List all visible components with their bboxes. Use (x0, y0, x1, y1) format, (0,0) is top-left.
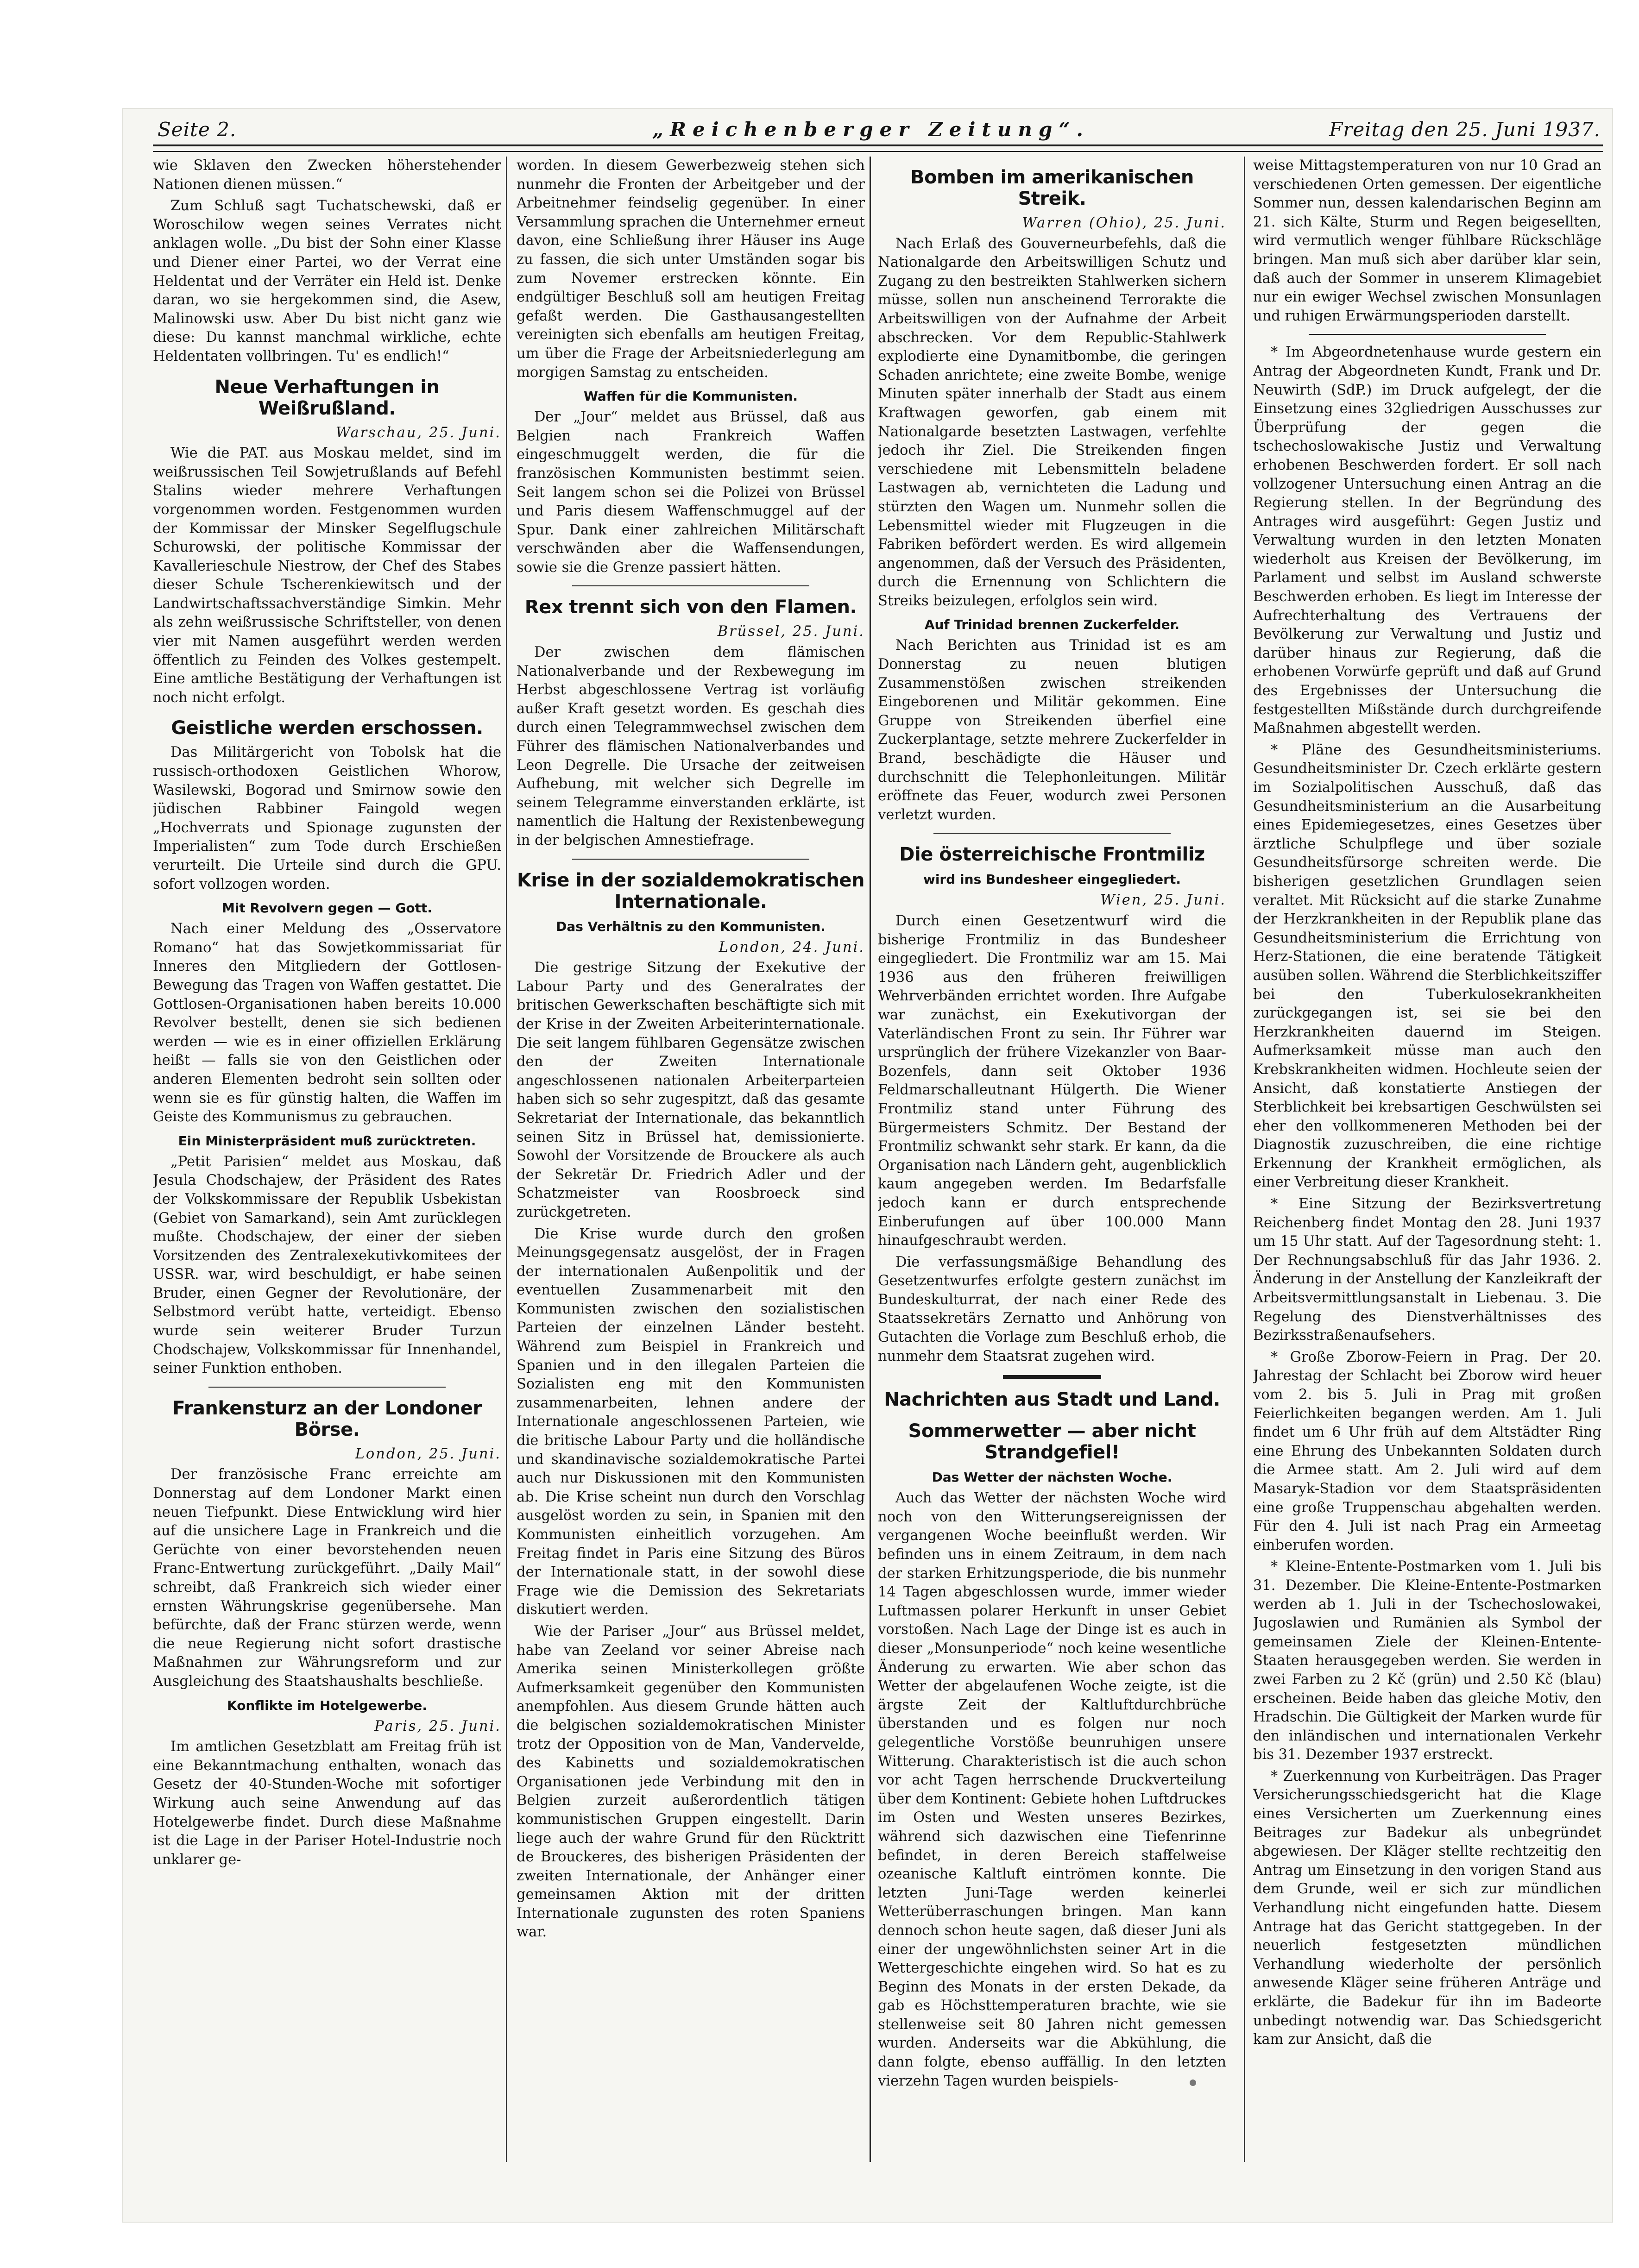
dateline: London, 25. Juni. (355, 1445, 501, 1462)
paragraph: Der „Jour“ meldet aus Brüssel, daß aus Belgien nach Frankreich Waffen eingeschmuggelt werden, die für die französischen Kommunisten bestimmt seien. Seit langem schon sei die Polizei von Brüssel und Paris diesem Waffenschmuggel auf der Spur. Dank einer zahlreichen Militärschaft verschwänden aber die Waffensendungen, sowie sie die Grenze passiert hätten. (517, 409, 865, 576)
paragraph: Zum Schluß sagt Tuchatschewski, daß er Woroschilow wegen seines Verrates nicht anklagen wolle. „Du bist der Sohn einer Klasse und Diener einer Partei, wo der Verrat eine Heldentat und der Verräter ein Held ist. Denke daran, wo sie hergekommen sind, die Asew, Malinowski usw. Aber Du bist nicht ganz wie diese: Du kannst manchmal wirkliche, echte Heldentaten vollbringen. Tu' es endlich!“ (153, 198, 501, 364)
column-4 (1253, 157, 1601, 2162)
paragraph: Durch einen Gesetzentwurf wird die bisherige Frontmiliz in das Bundesheer eingegliedert. Die Frontmiliz war am 15. Mai 1936 aus den früheren freiwilligen Wehrverbänden errichtet worden. Ihre Aufgabe war zunächst, ein Exekutivorgan der Vaterländischen Front zu sein. Ihr Führer war ursprünglich der frühere Vizekanzler von Baar-Bozenfels, dann seit Oktober 1936 Feldmarschalleutnant Hülgerth. Die Wiener Frontmiliz stand unter Führung des Bürgermeisters Schmitz. Der Bestand der Frontmiliz schwankt sehr stark. Er kann, da die Organisation nach Ländern geht, augenblicklich kaum angegeben werden. Im Bedarfsfalle jedoch kann er durch entsprechende Einberufungen auf über 100.000 Mann hinaufgeschraubt werden. (878, 913, 1226, 1249)
paragraph: Wie die PAT. aus Moskau meldet, sind im weißrussischen Teil Sowjetrußlands auf Befehl Stalins wieder mehrere Verhaftungen vorgenommen worden. Festgenommen wurden der Kommissar der Minsker Segelflugschule Schurowski, der politische Kommissar der Kavallerieschule Niestrow, der Chef des Stabes dieser Schule Tscherenkiewitsch und der Landwirtschaftssachverständige Simkin. Mehr als zehn weißrussische Schriftsteller, von denen vier mit Namen ausgeführt werden werden öffentlich zu Feinden des Volkes gestempelt. Eine amtliche Bestätigung der Verhaftungen ist noch nicht erfolgt. (153, 445, 501, 706)
section-rule-thick (1003, 1375, 1101, 1379)
column-3 (878, 157, 1226, 2162)
paragraph: * Kleine-Entente-Postmarken vom 1. Juli bis 31. Dezember. Die Kleine-Entente-Postmarken werden ab 1. Juli in der Tschechoslowakei, Jugoslawien und Rumänien als Symbol der gemeinsamen Ziele der Kleinen-Entente-Staaten herausgegeben werden. Sie werden in zwei Farben zu 2 Kč (grün) und 2.50 Kč (blau) erscheinen. Beide haben das gleiche Motiv, den Hradschin. Die Gültigkeit der Marken wurde für den inländischen und internationalen Verkehr bis 31. Dezember 1937 erstreckt. (1253, 1558, 1601, 1763)
paragraph: „Petit Parisien“ meldet aus Moskau, daß Jesula Chodschajew, der Präsident des Rates der Volkskommissare der Republik Usbekistan (Gebiet von Samarkand), sein Amt zurücklegen mußte. Chodschajew, der einer der sieben Vorsitzenden des Zentralexekutivkomitees der USSR. war, wird beschuldigt, er habe seinen Bruder, einen Gegner der Revolutionäre, der Selbstmord verübt hatte, verteidigt. Ebenso wurde sein weiterer Bruder Turzun Chodschajew, Volkskommissar für Innenhandel, seiner Funktion enthoben. (153, 1153, 501, 1377)
paragraph: * Zuerkennung von Kurbeiträgen. Das Prager Versicherungsschiedsgericht hat die Klage eines Versicherten um Zuerkennung eines Beitrages zur Badekur als unbegründet abgewiesen. Der Kläger stellte rechtzeitig den Antrag um Einsetzung in den vorigen Stand aus dem Grunde, weil er sich zur mündlichen Verhandlung nicht eingefunden hatte. Diesem Antrage hat das Gericht stattgegeben. In der neuerlich festgesetzten mündlichen Verhandlung wiederholte der persönlich anwesende Kläger seine früheren Anträge und erklärte, die Badekur für ihn im Badeorte unbedingt notwendig war. Das Schiedsgericht kam zur Ansicht, daß die (1253, 1768, 1601, 2048)
dateline: Warren (Ohio), 25. Juni. (1022, 215, 1226, 231)
dateline: Wien, 25. Juni. (1100, 892, 1226, 909)
dateline: Paris, 25. Juni. (374, 1718, 501, 1734)
section-rule (208, 1387, 446, 1388)
paragraph: Die gestrige Sitzung der Exekutive der Labour Party und des Generalrates der britischen Gewerkschaften beschäftigte sich mit der Krise in der Zweiten Arbeiterinternationale. Die seit langem fühlbaren Gegensätze zwischen den der Zweiten Internationale angeschlossenen nationalen Arbeiterparteien haben sich so sehr zugespitzt, daß das gesamte Sekretariat der Internationale, das bekanntlich seinen Sitz in Brüssel hat, demissionierte. Sowohl der Vorsitzende de Brouckere als auch der Sekretär Dr. Friedrich Adler und der Schatzmeister van Roosbroeck sind zurückgetreten. (517, 960, 865, 1220)
paragraph: Der zwischen dem flämischen Nationalverbande und der Rexbewegung im Herbst abgeschlossene Vertrag ist vorläufig außer Kraft gesetzt worden. Es geschah dies durch einen Telegrammwechsel zwischen dem Führer des flämischen Nationalverbandes und Leon Degrelle. Die Ursache der zeitweisen Aufhebung, mit welcher sich Degrelle im seinem Telegramme einverstanden erklärte, ist namentlich die Haltung der Rexistenbewegung in der belgischen Amnestiefrage. (517, 644, 865, 848)
page-header (141, 116, 1601, 144)
paragraph: * Pläne des Gesundheitsministeriums. Gesundheitsminister Dr. Czech erklärte gestern im Sozialpolitischen Ausschuß, daß das Gesundheitsministerium an die Ausarbeitung eines Epidemiegesetzes, eines Gesetzes über ärztliche Schulpflege und über soziale Gesundheitsfürsorge schreiten werde. Die bisherigen gesetzlichen Grundlagen seien veraltet. Mit Rücksicht auf die starke Zunahme der Herzkrankheiten in der Republik plane das Gesundheitsministerium die Errichtung von Herz-Stationen, die eine beratende Tätigkeit ausüben sollen. Während die Sterblichkeitsziffer bei den Tuberkulosekrankheiten zurückgegangen ist, sei sie bei den Herzkrankheiten dauernd im Steigen. Aufmerksamkeit müsse man auch den Krebskrankheiten widmen. Hochleute seien der Ansicht, daß konstatierte Anstiegen der Sterblichkeit bei krebsartigen Geschwülsten sei eher den vollkommeneren Methoden bei der Diagnostik zuzuschreiben, die eine richtige Erkennung der Krankheit ermöglichen, als einer Verbreitung dieser Krankheit. (1253, 741, 1601, 1191)
paragraph: Wie der Pariser „Jour“ aus Brüssel meldet, habe van Zeeland vor seiner Abreise nach Amerika seinen Ministerkollegen größte Aufmerksamkeit gegenüber den Kommunisten anempfohlen. Aus diesem Grunde hätten auch die belgischen sozialdemokratischen Minister trotz der Opposition von de Man, Vandervelde, des Kabinetts und sozialdemokratischen Organisationen jede Verbindung mit den in Belgien zurzeit außerordentlich tätigen kommunistischen Gruppen eingestellt. Darin liege auch der wahre Grund für den Rücktritt de Brouckeres, des bisherigen Präsidenten der zweiten Internationale, der Anhänger einer gemeinsamen Aktion mit der dritten Internationale zugunsten des roten Spaniens war. (517, 1623, 865, 1941)
paragraph: Nach Erlaß des Gouverneurbefehls, daß die Nationalgarde den Arbeitswilligen Schutz und Zugang zu den bestreikten Stahlwerken sichern müsse, sollen nun anscheinend Terrorakte die Arbeitswilligen von der Aufnahme der Arbeit abschrecken. Vor dem Republic-Stahlwerk explodierte eine Dynamitbombe, die geringen Schaden anrichtete; eine zweite Bombe, wenige Minuten später innerhalb der Stadt aus einem Kraftwagen geworfen, gab einem mit Nationalgarde besetzten Lastwagen, verfehlte jedoch ihr Ziel. Die Streikenden fingen verschiedene mit Lebensmitteln beladene Lastwagen ab, vernichteten die Ladung und stürzten den Wagen um. Nunmehr sollen die Lebensmittel wieder mit Flugzeugen in die Fabriken befördert werden. Es wird allgemein angenommen, daß der Versuch des Präsidenten, durch die Ernennung von Schlichtern die Streiks beizulegen, erfolglos sein wird. (878, 235, 1226, 609)
dateline: Brüssel, 25. Juni. (717, 623, 865, 640)
section-rule (572, 859, 809, 860)
paragraph: * Im Abgeordnetenhause wurde gestern ein Antrag der Abgeordneten Kundt, Frank und Dr. Neuwirth (SdP.) im Druck aufgelegt, der die Einsetzung eines 32gliedrigen Ausschusses zur Überprüfung der gegen die tschechoslowakische Justiz und Verwaltung erhobenen Beschwerden fordert. Er soll nach vollzogener Untersuchung einen Antrag an die Regierung stellen. In der Begründung des Antrages wird ausgeführt: Gegen Justiz und Verwaltung wurden in den letzten Monaten wiederholt aus Kreisen der Bevölkerung, im Parlament und selbst im Ausland schwerste Beschwerden erhoben. Es liegt im Interesse der Aufrechterhaltung des Vertrauens der Bevölkerung zur Verwaltung und Justiz und darüber hinaus zur Regierung, daß die erhobenen Vorwürfe geprüft und daß auf Grund des Ergebnisses der Untersuchung die festgestellten Mißstände durch durchgreifende Maßnahmen abgestellt werden. (1253, 344, 1601, 737)
header-rule (153, 144, 1603, 152)
column-divider (1244, 157, 1245, 2162)
column-divider (506, 157, 507, 2162)
subheadline: Waffen für die Kommunisten. (583, 389, 798, 404)
headline: Rex trennt sich von den Flamen. (524, 597, 857, 618)
subheadline: Konflikte im Hotelgewerbe. (227, 1697, 427, 1713)
subheadline: Auf Trinidad brennen Zuckerfelder. (924, 617, 1180, 633)
paragraph: weise Mittagstemperaturen von nur 10 Grad an verschiedenen Orten gemessen. Der eigentliche Sommer nun, dessen kalendarischen Beginn am 21. sich Kälte, Sturm und Regen beigesellten, wird vermutlich wenger fühlbare Rückschläge bringen. Man muß sich aber darüber klar sein, daß auch der Sommer in unserem Klimagebiet nur ein ewiger Wechsel zwischen Monsunlagen und ruhigen Erwärmungsperioden darstellt. (1253, 157, 1601, 324)
dateline: Warschau, 25. Juni. (335, 424, 501, 441)
paragraph: Auch das Wetter der nächsten Woche wird noch von den Witterungsereignissen der vergangenen Woche beeinflußt werden. Wir befinden uns in einem Zeitraum, in dem nach der starken Erhitzungsperiode, die bis nunmehr 14 Tagen abgeschlossen wurde, immer wieder Luftmassen polarer Herkunft in unser Gebiet vorstoßen. Nach Lage der Dinge ist es auch in dieser „Monsunperiode“ noch keine wesentliche Änderung zu erwarten. Wie aber schon das Wetter der abgelaufenen Woche zeigte, ist die ärgste Zeit der Kaltluftdurchbrüche überstanden und es folgen nur noch gelegentliche Vorstöße beunruhigen unsere Witterung. Charakteristisch ist die auch schon vor acht Tagen herrschende Druckverteilung über dem Kontinent: Gebiete hohen Luftdruckes im Osten und Westen unseres Bezirkes, während sich dazwischen eine Tiefenrinne befindet, in deren Bereich staffelweise ozeanische Kaltluft eintrömen konnte. Die letzten Juni-Tage werden keinerlei Wetterüberraschungen bringen. Man kann dennoch schon heute sagen, daß dieser Juni als einer der ungewöhnlichsten seiner Art in die Wettergeschichte eingehen wird. So hat es zu Beginn des Monats in der ersten Dekade, da gab es Höchsttemperaturen brachte, wie sie stellenweise seit 80 Jahren nicht gemessen wurden. Anderseits war die Abkühlung, die dann folgte, ebenso auffällig. In den letzten vierzehn Tagen wurden beispiels- (878, 1490, 1226, 2089)
subheadline: wird ins Bundesheer eingegliedert. (923, 872, 1181, 887)
headline: Frankensturz an der Londoner Börse. (172, 1397, 482, 1440)
newspaper-title: „Reichenberger Zeitung“. (652, 118, 1090, 141)
paragraph: Die verfassungsmäßige Behandlung des Gesetzentwurfes erfolgte gestern zunächst im Bundeskulturrat, der nach einer Rede des Staatssekretärs Zernatto und Anhörung von Gutachten die Vorlage zum Beschluß erhob, die nunmehr dem Staatsrat zugehen wird. (878, 1254, 1226, 1364)
dateline: London, 24. Juni. (719, 939, 865, 955)
headline: Krise in der sozialdemokratischen Internationale. (517, 869, 864, 912)
paragraph: Nach einer Meldung des „Osservatore Romano“ hat das Sowjetkommissariat für Inneres den Mitgliedern der Gottlosen-Bewegung das Tragen von Waffen gestattet. Die Gottlosen-Organisationen haben bereits 10.000 Revolver bestellt, denen sie sich bedienen werden — wie es in einer offiziellen Erklärung heißt — falls sie von den Geistlichen oder anderen Elementen bedroht sein sollten oder wenn sie es für günstig halten, die Waffen im Geiste des Kommunismus zu gebrauchen. (153, 921, 501, 1125)
subheadline: Das Wetter der nächsten Woche. (932, 1470, 1173, 1485)
column-divider (870, 157, 871, 2162)
subheadline: Das Verhältnis zu den Kommunisten. (556, 918, 826, 934)
paragraph: Der französische Franc erreichte am Donnerstag auf dem Londoner Markt einen neuen Tiefpunkt. Diese Entwicklung wird hier auf die unsichere Lage in Frankreich und die Gerüchte von einer bevorstehenden neuen Franc-Entwertung zurückgeführt. „Daily Mail“ schreibt, daß Frankreich sich wieder einer ernsten Währungskrise gegenübersehe. Man befürchte, daß der Franc stürzen werde, wenn die neue Regierung nicht sofort drastische Maßnahmen zur Währungsreform und zur Ausgleichung des Staatshaushalts beschließe. (153, 1466, 501, 1690)
ink-dot (1190, 2080, 1196, 2086)
section-rule (1309, 334, 1546, 335)
paragraph: Das Militärgericht von Tobolsk hat die russisch-orthodoxen Geistlichen Whorow, Wasilewski, Bogorad und Smirnow sowie den jüdischen Rabbiner Faingold wegen „Hochverrats und Spionage zugunsten der Imperialisten“ zum Tode durch Erschießen verurteilt. Die Urteile sind durch die GPU. sofort vollzogen worden. (153, 744, 501, 892)
headline: Bomben im amerikanischen Streik. (910, 167, 1194, 209)
paragraph: wie Sklaven den Zwecken höherstehender Nationen dienen müssen.“ (153, 157, 501, 193)
section-rule (933, 833, 1171, 834)
headline: Sommerwetter — aber nicht Strandgefiel! (908, 1420, 1196, 1464)
paragraph: Im amtlichen Gesetzblatt am Freitag früh ist eine Bekanntmachung enthalten, wonach das Gesetz der 40-Stunden-Woche mit sofortiger Wirkung auch seine Anwendung auf das Hotelgewerbe findet. Durch diese Maßnahme ist die Lage in der Pariser Hotel-Industrie noch unklarer ge- (153, 1739, 501, 1868)
section-headline: Nachrichten aus Stadt und Land. (884, 1389, 1220, 1411)
issue-date: Freitag den 25. Juni 1937. (1329, 118, 1601, 141)
headline: Neue Verhaftungen in Weißrußland. (214, 376, 440, 419)
column-2 (517, 157, 865, 2162)
paragraph: * Eine Sitzung der Bezirksvertretung Reichenberg findet Montag den 28. Juni 1937 um 15 Uhr statt. Auf der Tagesordnung steht: 1. Der Rechnungsabschluß für das Jahr 1936. 2. Änderung in der Anstellung der Kanzleikraft der Arbeitsvermittlungsanstalt in Liebenau. 3. Die Regelung des Dienstverhältnisses des Bezirksstraßenaufsehers. (1253, 1196, 1601, 1344)
subheadline: Ein Ministerpräsident muß zurücktreten. (178, 1133, 476, 1149)
headline: Geistliche werden erschossen. (171, 717, 483, 739)
paragraph: * Große Zborow-Feiern in Prag. Der 20. Jahrestag der Schlacht bei Zborow wird heuer vom 2. bis 5. Juli in Prag mit großen Feierlichkeiten begangen werden. Am 1. Juli findet um 6 Uhr früh auf dem Altstädter Ring eine Ehrung des Unbekannten Soldaten durch die Armee statt. Am 2. Juli wird auf dem Masaryk-Stadion vor dem Staatspräsidenten eine große Truppenschau abgehalten werden. Für den 4. Juli ist nach Prag ein Armeetag einberufen worden. (1253, 1349, 1601, 1553)
column-1 (153, 157, 501, 2162)
subheadline: Mit Revolvern gegen — Gott. (221, 900, 433, 916)
section-rule (572, 585, 809, 586)
page-number: Seite 2. (158, 118, 237, 141)
paragraph: Die Krise wurde durch den großen Meinungsgegensatz ausgelöst, der in Fragen der internationalen Außenpolitik und der eventuellen Zusammenarbeit mit den Kommunisten zwischen den sozialistischen Parteien der einzelnen Länder besteht. Während zum Beispiel in Frankreich und Spanien und in den illegalen Parteien die Sozialisten eng mit den Kommunisten zusammenarbeiten, lehnen andere der Internationale angeschlossenen Parteien, wie die britische Labour Party und die holländische und skandinavische sozialdemokratische Partei auch nur Diskussionen mit den Kommunisten ab. Die Krise scheint nun durch den Vorschlag ausgelöst worden zu sein, in Spanien mit den Kommunisten einheitlich vorzugehen. Am Freitag findet in Paris eine Sitzung des Büros der Internationale statt, in der sowohl diese Frage wie die Demission des Sekretariats diskutiert werden. (517, 1225, 865, 1618)
headline: Die österreichische Frontmiliz (899, 844, 1205, 866)
paragraph: Nach Berichten aus Trinidad ist es am Donnerstag zu neuen blutigen Zusammenstößen zwischen streikenden Eingeborenen und Militär gekommen. Eine Gruppe von Streikenden überfiel eine Zuckerplantage, setzte mehrere Zuckerfelder in Brand, beschädigte die Häuser und durchschnitt die Telephonleitungen. Militär eröffnete das Feuer, wodurch zwei Personen verletzt wurden. (878, 637, 1226, 823)
paragraph: worden. In diesem Gewerbezweig stehen sich nunmehr die Fronten der Arbeitgeber und der Arbeitnehmer feindselig gegenüber. In einer Versammlung sprachen die Unternehmer erneut davon, eine Schließung ihrer Häuser ins Auge zu fassen, die sich unter Umständen sogar bis zum Novemer erstrecken könnte. Ein endgültiger Beschluß soll am heutigen Freitag gefaßt werden. Die Gasthausangestellten vereinigten sich ebenfalls am heutigen Freitag, um über die Frage der Arbeitsniederlegung am morgigen Samstag zu entscheiden. (517, 157, 865, 381)
